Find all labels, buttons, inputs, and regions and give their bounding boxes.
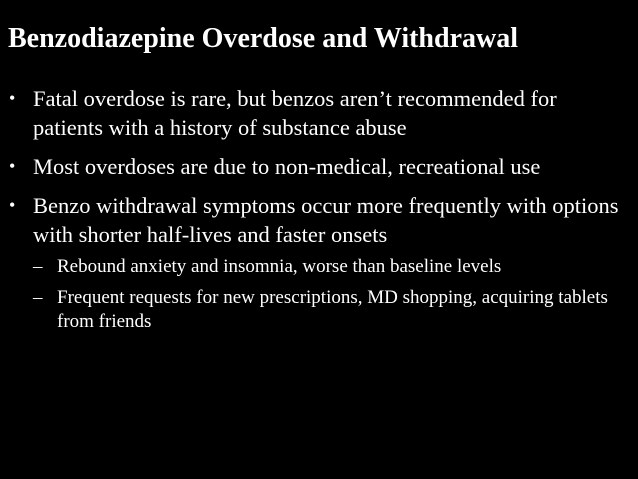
bullet-marker: •	[9, 195, 16, 215]
sub-bullet-marker: –	[33, 256, 43, 277]
bullet-list	[0, 84, 638, 344]
sub-bullet-text: Frequent requests for new prescriptions, MD shopping, acquiring tablets from friends	[57, 287, 608, 332]
sub-bullet-item	[29, 255, 622, 279]
bullet-marker: •	[9, 88, 16, 108]
sub-bullet-text: Rebound anxiety and insomnia, worse than baseline levels	[57, 256, 502, 277]
bullet-text: Fatal overdose is rare, but benzos aren’t recommended for patients with a history of substance abuse	[33, 86, 557, 140]
sub-bullet-item	[29, 286, 622, 334]
bullet-item	[0, 152, 638, 181]
bullet-item	[0, 84, 638, 142]
sub-bullet-list	[33, 255, 622, 334]
bullet-text: Benzo withdrawal symptoms occur more frequently with options with shorter half-lives and faster onsets	[33, 193, 619, 247]
sub-bullet-marker: –	[33, 287, 43, 308]
bullet-text: Most overdoses are due to non-medical, recreational use	[33, 154, 541, 179]
bullet-marker: •	[9, 156, 16, 176]
bullet-item	[0, 191, 638, 334]
slide-title: Benzodiazepine Overdose and Withdrawal	[8, 23, 519, 54]
